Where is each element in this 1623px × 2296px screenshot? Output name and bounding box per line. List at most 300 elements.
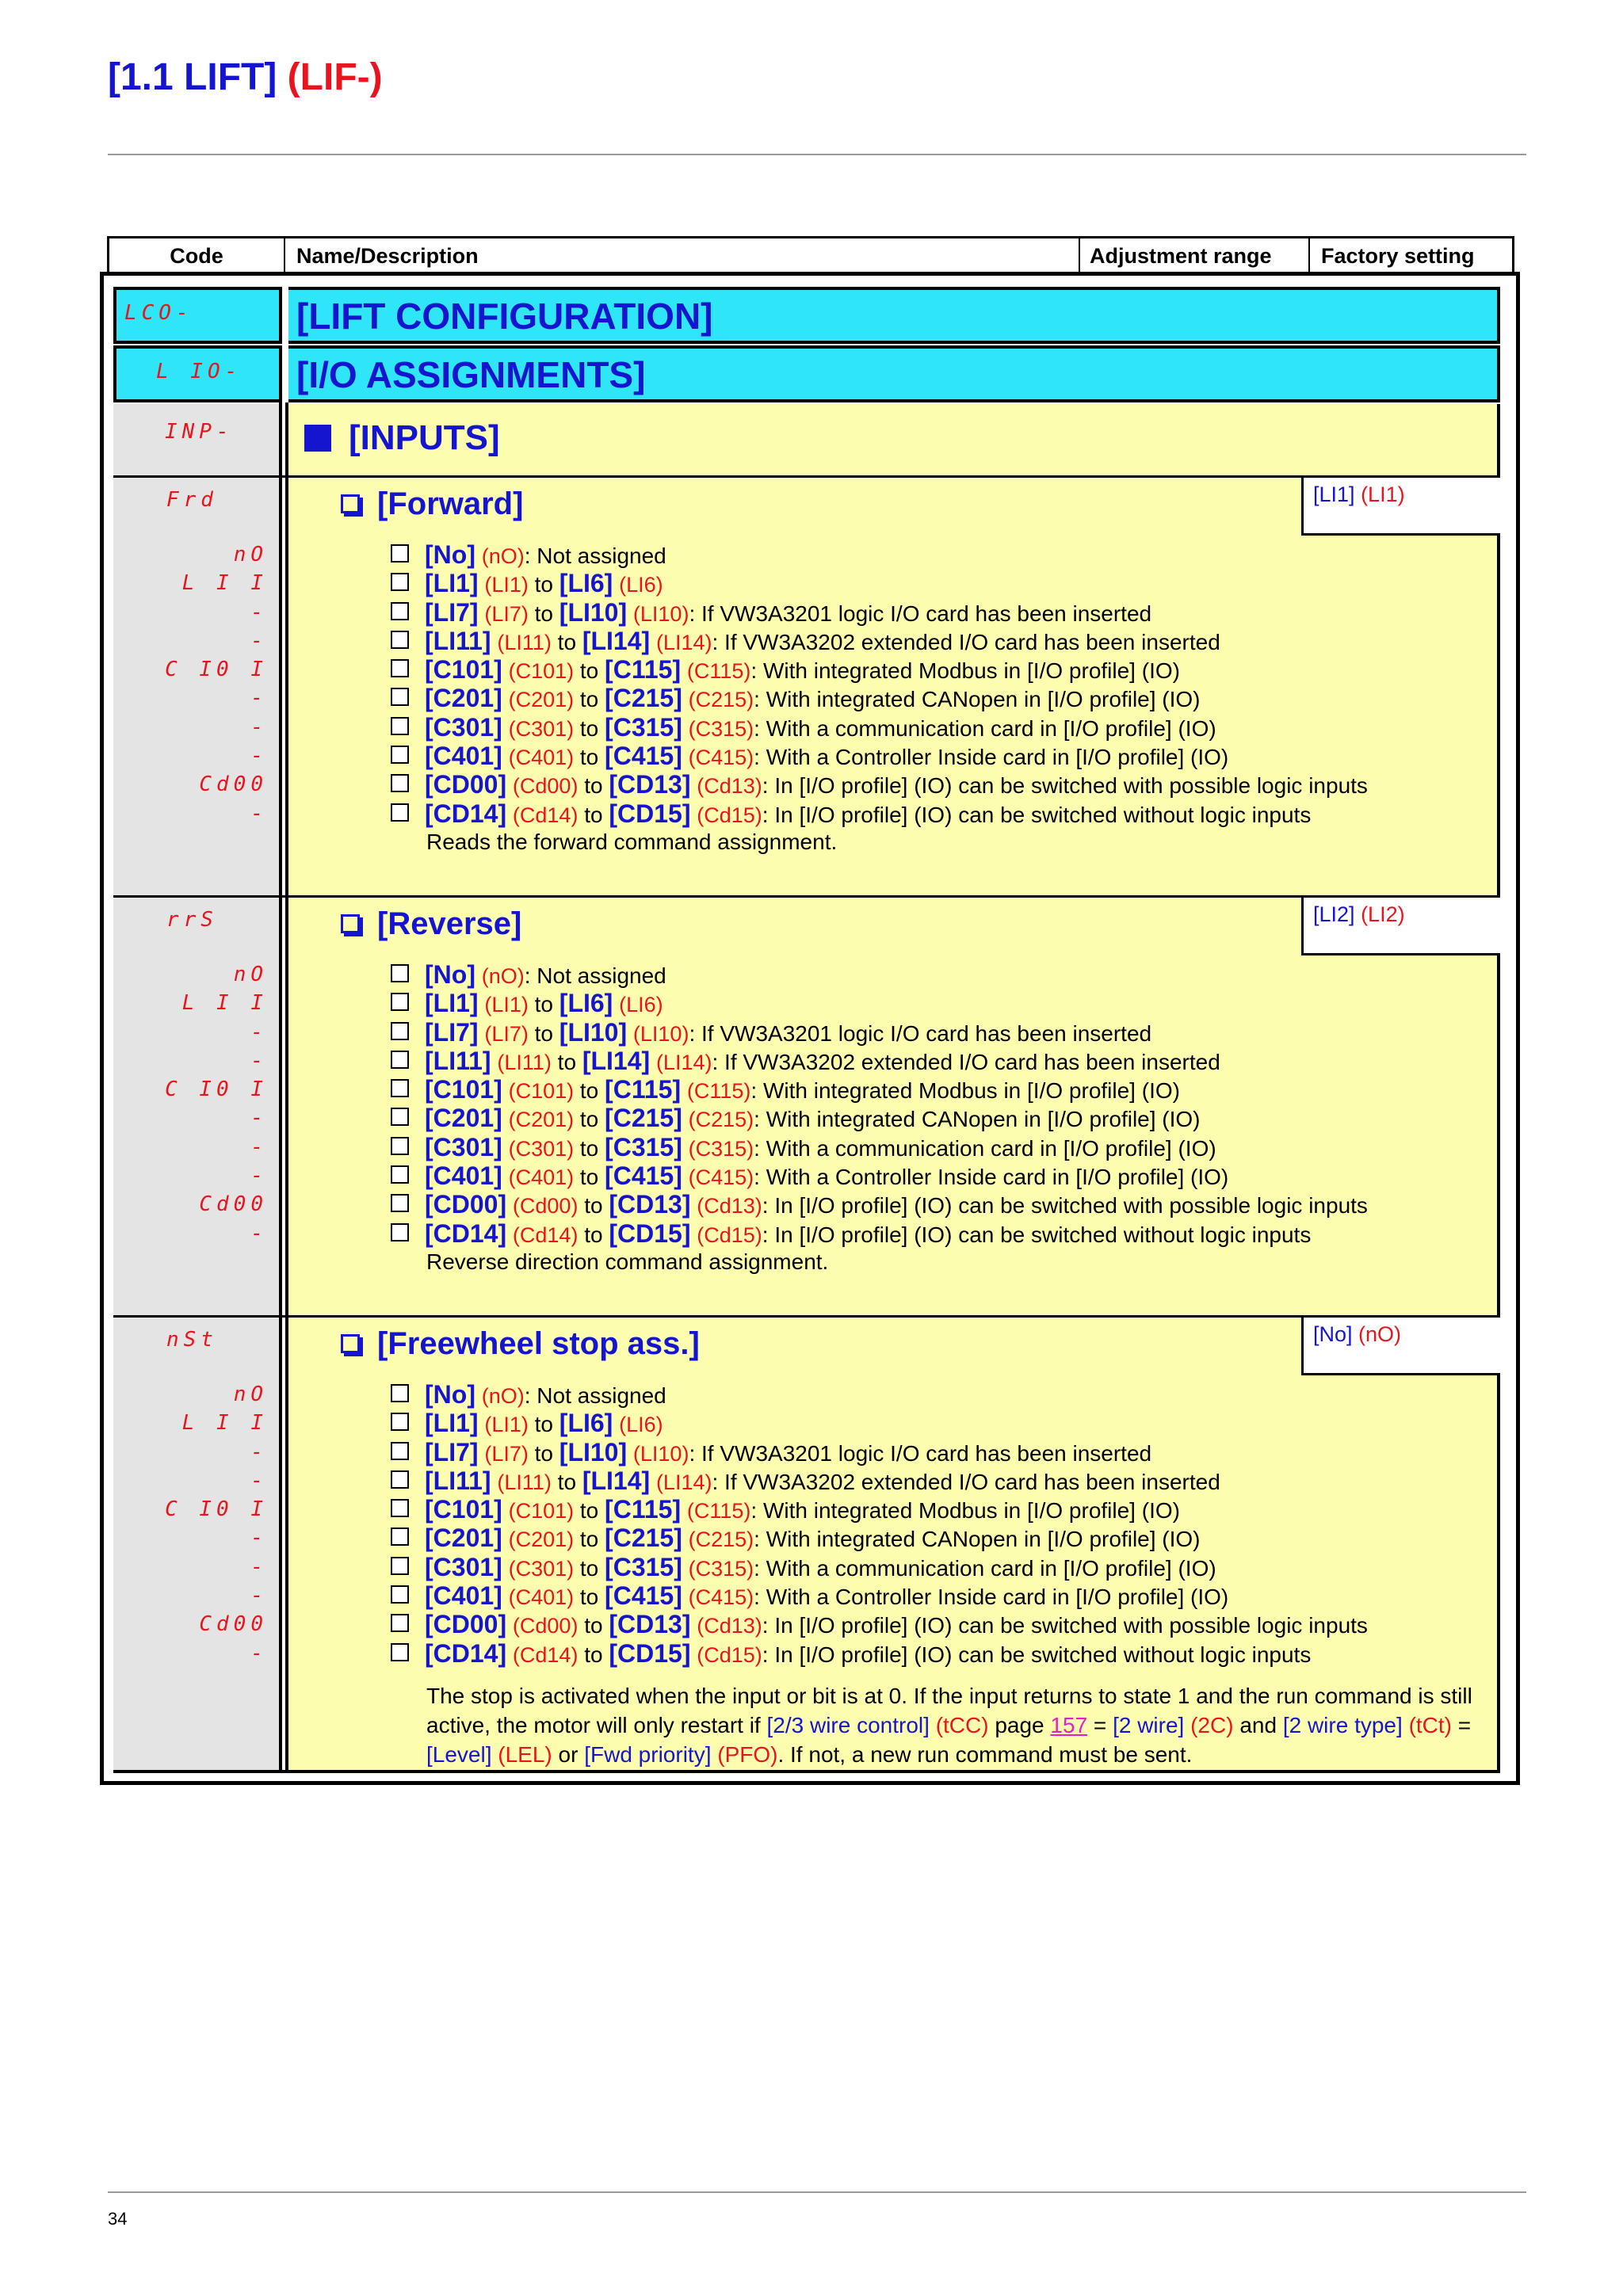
option-to: to xyxy=(578,1193,609,1219)
note-text: = xyxy=(1087,1713,1113,1737)
option-name-end: [LI14] xyxy=(582,1046,651,1075)
option-code: (nO) xyxy=(481,544,525,568)
option-code-display: - xyxy=(250,744,268,769)
table-bottom-rule xyxy=(113,1770,1500,1773)
option-item xyxy=(391,540,1500,569)
option-code: (Cd00) xyxy=(512,1614,579,1638)
option-item xyxy=(391,1639,1500,1668)
menu-row-lift-configuration[interactable] xyxy=(113,287,1500,344)
option-code-end: (C415) xyxy=(688,1585,754,1610)
note-code: (PFO) xyxy=(717,1742,778,1767)
option-name: [CD00] xyxy=(425,1610,507,1639)
option-name: [No] xyxy=(425,960,475,989)
option-list-freewheel-stop xyxy=(391,1380,1500,1668)
menu-title-io-assignments: [I/O ASSIGNMENTS] xyxy=(296,354,646,395)
option-name: [CD14] xyxy=(425,799,507,828)
option-item xyxy=(391,1018,1500,1047)
header-factory: Factory setting xyxy=(1321,244,1475,268)
submenu-inputs-label: [INPUTS] xyxy=(349,418,500,457)
option-to: to xyxy=(528,1412,559,1437)
option-item xyxy=(391,1581,1500,1610)
option-code-display: L I I xyxy=(181,1411,268,1436)
option-description: : With integrated Modbus in [I/O profile] (IO) xyxy=(750,1078,1180,1104)
note-text: The stop is activated when the input or bit is at 0. If the input returns to state 1 and the run command is still active, the motor will only restart if xyxy=(426,1684,1472,1737)
option-code-display: - xyxy=(250,628,268,653)
checkbox-bullet-icon xyxy=(341,914,360,933)
checkbox-icon xyxy=(391,1442,409,1460)
option-item xyxy=(391,1219,1500,1248)
option-description: : If VW3A3201 logic I/O card has been inserted xyxy=(689,1020,1152,1046)
option-name-end: [C415] xyxy=(605,742,682,771)
checkbox-bullet-icon xyxy=(341,1334,360,1353)
option-name-end: [C415] xyxy=(605,1581,682,1611)
checkbox-icon xyxy=(391,1194,409,1212)
note-text: page xyxy=(988,1713,1051,1737)
option-description: : In [I/O profile] (IO) can be switched without logic inputs xyxy=(762,802,1312,827)
option-code: (C201) xyxy=(508,1527,575,1552)
option-code-display: nO xyxy=(233,543,268,566)
option-code: (LI11) xyxy=(497,1050,552,1074)
option-item xyxy=(391,1524,1500,1552)
option-code: (LI7) xyxy=(484,1441,529,1466)
option-code: (Cd14) xyxy=(512,803,579,827)
option-code-end: (Cd15) xyxy=(697,803,762,827)
option-name-end: [LI14] xyxy=(582,626,651,655)
checkbox-icon xyxy=(391,1527,409,1546)
option-code-display: - xyxy=(250,801,268,826)
option-name: [CD14] xyxy=(425,1219,507,1248)
option-name-end: [C115] xyxy=(605,1075,682,1104)
option-description: : Not assigned xyxy=(524,1383,666,1408)
column-divider xyxy=(282,345,288,402)
param-code-nst: nSt xyxy=(166,1328,218,1352)
option-code-display: - xyxy=(250,1048,268,1073)
option-code-end: (Cd15) xyxy=(697,1642,762,1667)
table-header xyxy=(107,236,1514,276)
menu-code-inp: INP- xyxy=(165,420,234,444)
option-item xyxy=(391,598,1500,627)
option-code-end: (C215) xyxy=(688,1527,754,1552)
option-code-display: - xyxy=(250,1020,268,1044)
option-code-end: (C115) xyxy=(686,1499,751,1524)
note-text: . If not, a new run command must be sent. xyxy=(777,1742,1193,1767)
option-description: : In [I/O profile] (IO) can be switched with possible logic inputs xyxy=(762,1613,1368,1638)
note-value: [Fwd priority] xyxy=(584,1742,712,1767)
option-name-end: [C315] xyxy=(605,1132,682,1161)
option-description: : If VW3A3202 extended I/O card has been inserted xyxy=(712,1469,1220,1494)
checkbox-icon xyxy=(391,1137,409,1155)
column-divider xyxy=(279,402,288,1773)
option-list-reverse xyxy=(391,960,1500,1248)
option-name: [C201] xyxy=(425,1104,502,1133)
option-item xyxy=(391,684,1500,712)
option-code: (Cd00) xyxy=(512,1194,579,1219)
option-code-end: (C215) xyxy=(688,1108,754,1132)
option-description: : In [I/O profile] (IO) can be switched with possible logic inputs xyxy=(762,1193,1368,1219)
param-freewheel-stop[interactable] xyxy=(341,1326,700,1362)
checkbox-icon xyxy=(391,1165,409,1184)
option-code-end: (C115) xyxy=(686,659,751,684)
option-description: : If VW3A3201 logic I/O card has been inserted xyxy=(689,601,1152,626)
top-rule xyxy=(108,154,1526,155)
option-to: to xyxy=(528,572,559,597)
option-item xyxy=(391,1438,1500,1466)
option-to: to xyxy=(578,1222,609,1247)
checkbox-icon xyxy=(391,717,409,735)
option-item xyxy=(391,1104,1500,1132)
checkbox-icon xyxy=(391,1108,409,1126)
option-description: : With integrated Modbus in [I/O profile] (IO) xyxy=(750,658,1180,684)
option-description: : With integrated CANopen in [I/O profile] (IO) xyxy=(754,1527,1201,1552)
factory-name: [No] xyxy=(1313,1322,1353,1346)
option-code: (C201) xyxy=(508,688,575,712)
option-description: : With a communication card in [I/O profile] (IO) xyxy=(754,715,1216,741)
option-name: [C401] xyxy=(425,1581,502,1611)
option-code: (LI11) xyxy=(497,630,552,654)
option-description: : With a Controller Inside card in [I/O profile] (IO) xyxy=(754,745,1229,770)
option-code-end: (C215) xyxy=(688,688,754,712)
param-code-rrs: rrS xyxy=(166,908,218,932)
factory-setting-reverse xyxy=(1301,895,1500,955)
option-item xyxy=(391,1190,1500,1219)
option-name: [C401] xyxy=(425,742,502,771)
option-name-end: [CD15] xyxy=(609,799,691,828)
bottom-rule xyxy=(108,2191,1526,2193)
option-item xyxy=(391,569,1500,597)
option-code-display: L I I xyxy=(181,571,268,596)
option-name: [C101] xyxy=(425,1075,502,1104)
option-to: to xyxy=(528,1020,559,1046)
option-item xyxy=(391,1553,1500,1581)
option-to: to xyxy=(574,715,605,741)
option-code-display: - xyxy=(250,1468,268,1493)
option-name: [C101] xyxy=(425,655,502,685)
option-name-end: [LI6] xyxy=(559,1409,613,1438)
option-name: [C401] xyxy=(425,1161,502,1191)
checkbox-icon xyxy=(391,688,409,706)
option-code-end: (LI6) xyxy=(619,573,663,597)
option-item xyxy=(391,1161,1500,1190)
option-code-end: (C415) xyxy=(688,746,754,770)
option-code: (C101) xyxy=(508,659,575,684)
option-code: (LI1) xyxy=(484,573,529,597)
option-name-end: [C115] xyxy=(605,1495,682,1524)
note-code: (LEL) xyxy=(498,1742,552,1767)
option-code-end: (LI14) xyxy=(655,1470,712,1494)
option-to: to xyxy=(578,802,609,827)
option-description: : If VW3A3202 extended I/O card has been inserted xyxy=(712,1049,1220,1074)
option-name: [LI1] xyxy=(425,989,479,1018)
option-name-end: [C315] xyxy=(605,1552,682,1581)
option-item xyxy=(391,655,1500,684)
option-to: to xyxy=(528,601,559,626)
note-text: and xyxy=(1233,1713,1283,1737)
option-code: (Cd00) xyxy=(512,774,579,799)
option-name: [LI7] xyxy=(425,1017,479,1047)
factory-code: (nO) xyxy=(1358,1322,1402,1346)
square-bullet-icon xyxy=(304,425,331,452)
option-code-display: nO xyxy=(233,963,268,986)
option-name: [C301] xyxy=(425,712,502,742)
option-code-end: (LI6) xyxy=(619,1413,663,1437)
option-name: [C201] xyxy=(425,1524,502,1553)
option-description: : With integrated Modbus in [I/O profile] (IO) xyxy=(750,1498,1180,1524)
option-to: to xyxy=(578,773,609,799)
option-to: to xyxy=(528,992,559,1017)
option-code-end: (Cd13) xyxy=(697,1194,762,1219)
option-description: : In [I/O profile] (IO) can be switched without logic inputs xyxy=(762,1642,1312,1667)
param-reverse-title: [Reverse] xyxy=(377,906,522,941)
option-description: : With a Controller Inside card in [I/O profile] (IO) xyxy=(754,1165,1229,1190)
option-code-display: - xyxy=(250,1584,268,1608)
menu-row-io-assignments[interactable] xyxy=(113,345,1500,402)
option-code: (LI1) xyxy=(484,993,529,1017)
option-name: [C301] xyxy=(425,1132,502,1161)
option-code-end: (LI10) xyxy=(632,601,689,626)
option-code: (C301) xyxy=(508,716,575,741)
checkbox-icon xyxy=(391,1223,409,1241)
option-code: (LI1) xyxy=(484,1413,529,1437)
option-code-display: - xyxy=(250,1526,268,1550)
checkbox-icon xyxy=(391,1499,409,1517)
option-name: [CD00] xyxy=(425,770,507,799)
option-name-end: [C315] xyxy=(605,712,682,742)
checkbox-icon xyxy=(391,1470,409,1489)
option-to: to xyxy=(574,1107,605,1132)
option-name: [C301] xyxy=(425,1552,502,1581)
option-code-display: - xyxy=(250,1554,268,1579)
option-description: : If VW3A3201 logic I/O card has been inserted xyxy=(689,1440,1152,1466)
option-item xyxy=(391,713,1500,742)
option-code: (C101) xyxy=(508,1499,575,1524)
checkbox-icon xyxy=(391,631,409,649)
option-code-end: (C315) xyxy=(688,1556,754,1581)
header-name: Name/Description xyxy=(285,238,1080,273)
page-reference-link[interactable]: 157 xyxy=(1050,1713,1088,1737)
note-text: or xyxy=(552,1742,585,1767)
option-code: (LI11) xyxy=(497,1470,552,1494)
option-item xyxy=(391,1047,1500,1075)
option-item xyxy=(391,1380,1500,1409)
row-separator xyxy=(113,1315,1500,1318)
option-to: to xyxy=(578,1613,609,1638)
option-description: : With a communication card in [I/O profile] (IO) xyxy=(754,1135,1216,1161)
option-to: to xyxy=(528,1440,559,1466)
param-description-reverse: Reverse direction command assignment. xyxy=(426,1249,829,1274)
option-name-end: [CD15] xyxy=(609,1219,691,1248)
checkbox-icon xyxy=(391,1413,409,1431)
submenu-inputs[interactable] xyxy=(304,418,500,458)
page-title xyxy=(108,55,383,99)
option-codes-forward xyxy=(113,540,268,828)
option-description: : With integrated CANopen in [I/O profile] (IO) xyxy=(754,687,1201,712)
checkbox-icon xyxy=(391,1022,409,1040)
option-code: (nO) xyxy=(481,964,525,988)
option-name: [No] xyxy=(425,540,475,569)
option-name-end: [CD13] xyxy=(609,1610,691,1639)
param-description-forward: Reads the forward command assignment. xyxy=(426,830,838,854)
option-name: [LI1] xyxy=(425,569,479,598)
option-code: (C401) xyxy=(508,1165,575,1190)
menu-code-lco: LCO- xyxy=(124,301,193,325)
option-name-end: [C115] xyxy=(605,655,682,685)
option-item xyxy=(391,960,1500,989)
option-code-end: (LI6) xyxy=(619,993,663,1017)
option-to: to xyxy=(574,1585,605,1610)
factory-setting-forward xyxy=(1301,475,1500,536)
option-description: : If VW3A3202 extended I/O card has been inserted xyxy=(712,629,1220,654)
option-code-display: C I0 I xyxy=(165,1497,268,1522)
option-code-end: (C315) xyxy=(688,716,754,741)
option-name-end: [LI6] xyxy=(559,569,613,598)
page-title-menu: [1.1 LIFT] xyxy=(108,56,277,98)
option-code-display: - xyxy=(250,600,268,624)
option-to: to xyxy=(551,629,582,654)
option-code-end: (C115) xyxy=(686,1079,751,1104)
option-name-end: [C215] xyxy=(605,1104,682,1133)
checkbox-icon xyxy=(391,1643,409,1661)
option-code: (C301) xyxy=(508,1136,575,1161)
option-name: [LI11] xyxy=(425,1046,491,1075)
option-code-display: - xyxy=(250,1440,268,1464)
option-to: to xyxy=(574,687,605,712)
param-reverse[interactable] xyxy=(341,906,521,942)
option-to: to xyxy=(578,1642,609,1667)
option-code-display: L I I xyxy=(181,991,268,1016)
option-name-end: [CD13] xyxy=(609,1190,691,1219)
option-name-end: [LI6] xyxy=(559,989,613,1018)
option-to: to xyxy=(574,745,605,770)
option-to: to xyxy=(551,1469,582,1494)
checkbox-bullet-icon xyxy=(341,494,360,513)
freewheel-stop-note xyxy=(426,1681,1496,1769)
option-item xyxy=(391,1610,1500,1638)
factory-code: (LI2) xyxy=(1361,902,1405,926)
option-name-end: [CD15] xyxy=(609,1638,691,1668)
option-to: to xyxy=(574,1527,605,1552)
option-code-end: (LI10) xyxy=(632,1021,689,1046)
factory-name: [LI1] xyxy=(1313,482,1355,506)
checkbox-icon xyxy=(391,1614,409,1632)
note-link-wire-type: [2 wire type] xyxy=(1282,1713,1403,1737)
row-separator xyxy=(113,475,1500,478)
note-code: (2C) xyxy=(1190,1713,1234,1737)
option-code: (Cd14) xyxy=(512,1642,579,1667)
checkbox-icon xyxy=(391,1051,409,1069)
option-to: to xyxy=(574,1165,605,1190)
option-code-end: (LI10) xyxy=(632,1441,689,1466)
option-description: : Not assigned xyxy=(524,543,666,568)
menu-code-lio: L IO- xyxy=(156,360,242,383)
option-code-end: (C315) xyxy=(688,1136,754,1161)
checkbox-icon xyxy=(391,993,409,1011)
option-codes-freewheel-stop xyxy=(113,1380,268,1668)
checkbox-icon xyxy=(391,544,409,563)
option-name: [LI11] xyxy=(425,626,491,655)
option-name-end: [C215] xyxy=(605,684,682,713)
checkbox-icon xyxy=(391,602,409,620)
option-name: [No] xyxy=(425,1380,475,1409)
option-name: [LI7] xyxy=(425,597,479,627)
option-name: [LI1] xyxy=(425,1409,479,1438)
option-name-end: [LI10] xyxy=(559,1017,628,1047)
option-code-display: Cd00 xyxy=(199,1612,268,1637)
option-code: (C401) xyxy=(508,1585,575,1610)
option-code-display: - xyxy=(250,715,268,739)
option-code-display: nO xyxy=(233,1383,268,1406)
option-item xyxy=(391,742,1500,770)
option-name: [C101] xyxy=(425,1495,502,1524)
checkbox-icon xyxy=(391,1557,409,1575)
page-number: 34 xyxy=(108,2209,128,2229)
param-freewheel-stop-title: [Freewheel stop ass.] xyxy=(377,1326,700,1361)
option-item xyxy=(391,799,1500,828)
option-code-display: - xyxy=(250,1135,268,1159)
option-code: (C201) xyxy=(508,1108,575,1132)
checkbox-icon xyxy=(391,774,409,792)
option-to: to xyxy=(551,1049,582,1074)
option-description: : With a Controller Inside card in [I/O profile] (IO) xyxy=(754,1585,1229,1610)
option-code-display: C I0 I xyxy=(165,1077,268,1102)
option-code-display: - xyxy=(250,1221,268,1245)
option-to: to xyxy=(574,1498,605,1524)
param-forward-title: [Forward] xyxy=(377,486,524,521)
option-name-end: [LI14] xyxy=(582,1466,651,1495)
option-codes-reverse xyxy=(113,960,268,1248)
checkbox-icon xyxy=(391,659,409,677)
page-title-code: (LIF-) xyxy=(287,56,383,98)
param-forward[interactable] xyxy=(341,486,523,522)
option-code-end: (C415) xyxy=(688,1165,754,1190)
header-range: Adjustment range xyxy=(1080,238,1310,273)
header-code: Code xyxy=(109,238,285,273)
menu-code-cell xyxy=(116,290,282,341)
option-name-end: [LI10] xyxy=(559,597,628,627)
option-description: : With a communication card in [I/O profile] (IO) xyxy=(754,1555,1216,1581)
factory-name: [LI2] xyxy=(1313,902,1355,926)
option-item xyxy=(391,1466,1500,1495)
option-item xyxy=(391,1075,1500,1104)
option-code: (C101) xyxy=(508,1079,575,1104)
checkbox-icon xyxy=(391,1384,409,1402)
note-value: [Level] xyxy=(426,1742,492,1767)
option-name-end: [CD13] xyxy=(609,770,691,799)
checkbox-icon xyxy=(391,803,409,822)
option-item xyxy=(391,1495,1500,1524)
option-name-end: [LI10] xyxy=(559,1437,628,1466)
option-code-end: (LI14) xyxy=(655,630,712,654)
option-name-end: [C415] xyxy=(605,1161,682,1191)
checkbox-icon xyxy=(391,964,409,982)
option-name: [LI7] xyxy=(425,1437,479,1466)
option-name: [C201] xyxy=(425,684,502,713)
option-name: [LI11] xyxy=(425,1466,491,1495)
row-separator xyxy=(113,895,1500,898)
option-code-display: C I0 I xyxy=(165,658,268,682)
option-item xyxy=(391,770,1500,799)
option-code-end: (LI14) xyxy=(655,1050,712,1074)
note-value: [2 wire] xyxy=(1113,1713,1185,1737)
note-code: (tCt) xyxy=(1408,1713,1452,1737)
menu-title-lift-configuration: [LIFT CONFIGURATION] xyxy=(296,296,713,337)
option-code: (LI7) xyxy=(484,1021,529,1046)
factory-code: (LI1) xyxy=(1361,482,1405,506)
option-to: to xyxy=(574,658,605,684)
option-item xyxy=(391,1133,1500,1161)
column-divider xyxy=(282,287,288,344)
option-to: to xyxy=(574,1078,605,1104)
option-name: [CD00] xyxy=(425,1190,507,1219)
